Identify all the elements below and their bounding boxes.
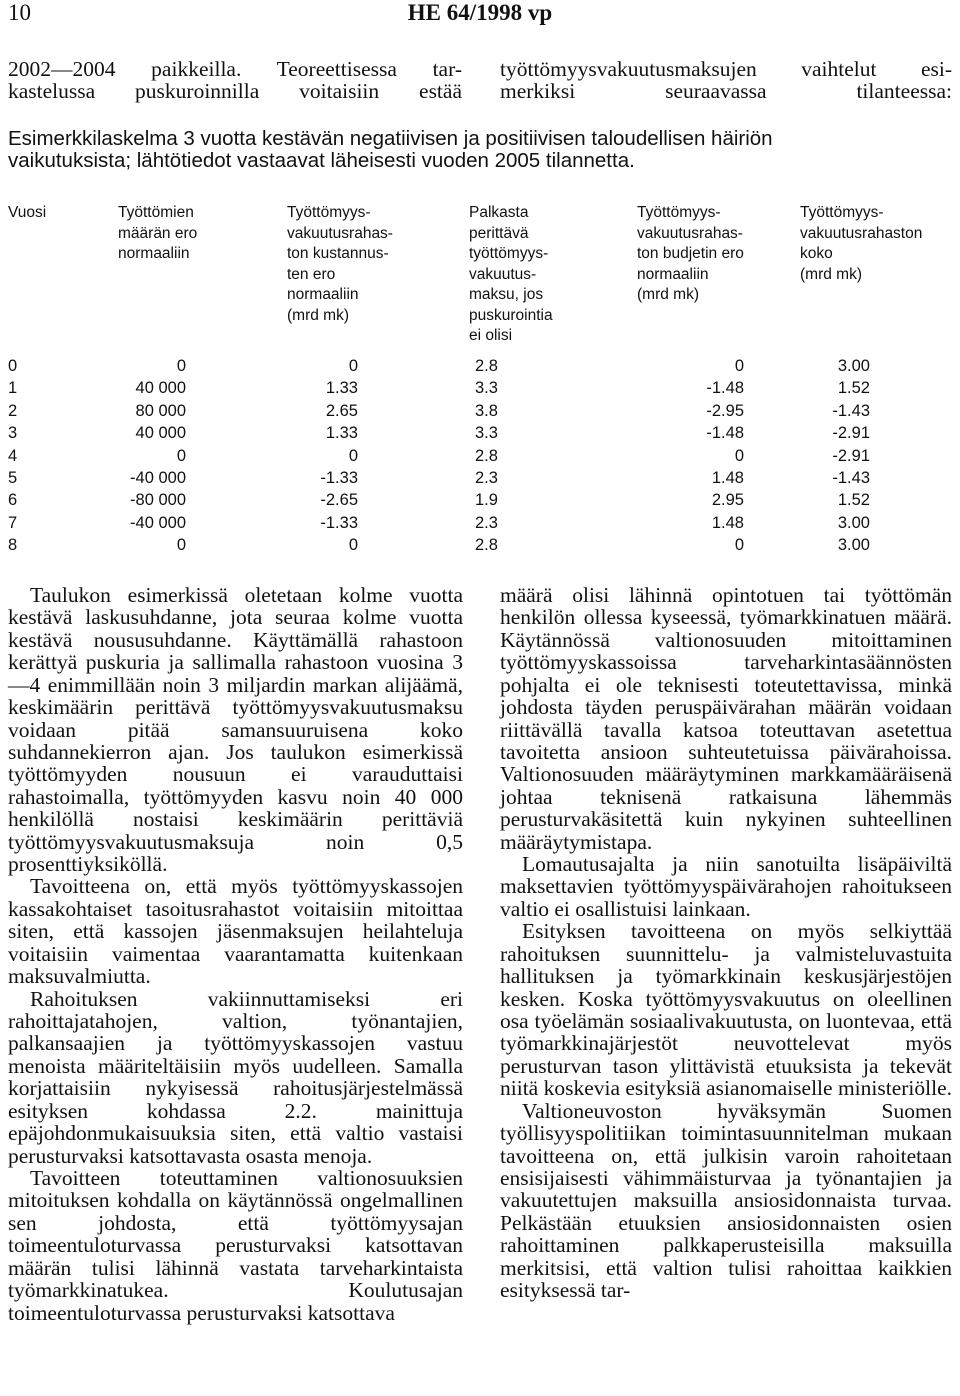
table-cell: 0 — [348, 357, 358, 375]
body-right-column — [500, 584, 952, 1302]
body-paragraph: määrä olisi lähinnä opintotuen tai työttömän henkilön ollessa kyseessä, työmarkkinatuen määrä. Käytännössä valtionosuuden mitoittaminen työttömyyskassoissa tarveharkintasäännösten pohjalta ei ole teknisesti toteutettavissa, minkä johdosta täyden peruspäivärahan määrän voidaan riittävällä tavalla katsoa toteuttavan asetettua tavoitetta ansioon suhteutetuissa päivärahoissa. Valtionosuuden määräytyminen markkamääräisenä johtaa teknisenä ratkaisuna lähemmäs perusturvakäsitettä kuin nykyinen suhteellinen määräytymistapa. — [500, 583, 952, 854]
table-cell: 3.3 — [475, 424, 498, 443]
example-caption — [8, 128, 952, 172]
table-cell: 8 — [8, 536, 18, 555]
body-paragraph: Taulukon esimerkissä oletetaan kolme vuotta kestävä laskusuhdanne, jota seuraa kolme vuotta kestävä noususuhdanne. Käyttämällä rahastoon kerättyä puskuria ja sallimalla rahastoon vuosina 3—4 enimmillään noin 3 miljardin markan alijäämä, keskimäärin perittävä työttömyysvakuutusmaksu voidaan pitää samansuuruisena koko suhdannekierron ajan. Jos taulukon esimerkissä työttömyyden nousuun ei varauduttaisi rahastoimalla, työttömyyden kasvu noin 40 000 henkilöllä nostaisi keskimäärin perittäviä työttömyysvakuutusmaksuja noin 0,5 prosenttiyksiköllä. — [8, 583, 463, 877]
intro-line: kastelussa puskuroinnilla voitaisiin estää — [8, 79, 462, 103]
table-cell: 0 — [176, 446, 186, 465]
table-cell: -80 000 — [130, 491, 186, 510]
table-cell: 2 — [8, 401, 18, 420]
table-cell: -40 000 — [130, 513, 186, 532]
table-cell: 4 — [8, 446, 18, 465]
table-cell: 2.65 — [325, 401, 358, 420]
table-cell: -1.43 — [832, 401, 870, 420]
table-cell: -1.43 — [832, 468, 870, 487]
table-cell: -40 000 — [130, 468, 186, 487]
document-reference: HE 64/1998 vp — [407, 0, 553, 25]
column-header-contribution: Palkasta perittävä työttömyys- vakuutus- maksu, jos puskurointia ei olisi — [469, 204, 553, 344]
table-cell: 2.8 — [475, 536, 498, 555]
table-column-fund-size — [810, 355, 870, 557]
intro-line: merkiksi seuraavassa tilanteessa: — [500, 79, 952, 103]
table-cell: 0 — [8, 357, 18, 375]
table-cell: 1.9 — [475, 491, 498, 510]
table-cell: 1.48 — [711, 513, 744, 532]
table-cell: -1.33 — [320, 468, 358, 487]
body-paragraph: Tavoitteen toteuttaminen valtionosuuksien mitoituksen kohdalla on käytännössä ongelmallinen sen johdosta, että työttömyysajan toimeentuloturvassa perusturvaksi katsottavan määrän tulisi lähinnä vastata tarveharkintaista työmarkkinatukea. Koulutusajan toimeentuloturvassa perusturvaksi katsottava — [8, 1165, 463, 1325]
table-cell: 1.33 — [325, 424, 358, 443]
caption-line: Esimerkkilaskelma 3 vuotta kestävän negatiivisen ja positiivisen taloudellisen häiriön — [8, 127, 773, 150]
table-column-contribution — [475, 355, 535, 557]
table-cell: 2.3 — [475, 513, 498, 532]
table-column-fund-cost-diff — [270, 355, 358, 557]
table-cell: 0 — [348, 446, 358, 465]
page-number: 10 — [8, 0, 31, 25]
body-left-column — [8, 584, 463, 1324]
column-header-unemployed-diff: Työttömien määrän ero normaaliin — [118, 204, 198, 262]
table-cell: -2.91 — [832, 424, 870, 443]
column-header-fund-size: Työttömyys- vakuutusrahaston koko (mrd mk) — [800, 204, 923, 283]
table-cell: 5 — [8, 468, 18, 487]
table-cell: 3.8 — [475, 401, 498, 420]
table-cell: 6 — [8, 491, 18, 510]
body-paragraph: Lomautusajalta ja niin sanotuilta lisäpäiviltä maksettavien työttömyyspäivärahojen rahoitukseen valtio ei osallistuisi lainkaan. — [500, 852, 952, 921]
table-cell: -1.33 — [320, 513, 358, 532]
table-cell: 3 — [8, 424, 18, 443]
table-cell: 1.33 — [325, 379, 358, 398]
table-cell: 1.52 — [837, 491, 870, 510]
table-cell: 0 — [734, 536, 744, 555]
caption-line: vaikutuksista; lähtötiedot vastaavat läheisesti vuoden 2005 tilannetta. — [8, 149, 635, 172]
table-cell: -1.48 — [706, 424, 744, 443]
table-cell: 0 — [348, 536, 358, 555]
table-cell: 3.00 — [837, 357, 870, 375]
table-cell: 2.95 — [711, 491, 744, 510]
table-cell: 0 — [734, 446, 744, 465]
table-cell: 0 — [176, 357, 186, 375]
body-paragraph: Valtioneuvoston hyväksymän Suomen työllisyyspolitiikan toimintasuunnitelman mukaan tavoitteena on, että julkisin varoin rahoitetaan ensisijaisesti vähimmäisturvaa ja työnantajien ja vakuutettujen maksuilla ansiosidonnaista turvaa. Pelkästään etuuksien ansiosidonnaisten osien rahoittaminen palkkaperusteisilla maksuilla merkitsisi, että valtion tulisi rahoittaa kaikkien esityksessä tar- — [500, 1098, 952, 1303]
table-cell: 7 — [8, 513, 18, 532]
intro-line: 2002—2004 paikkeilla. Teoreettisessa tar- — [8, 57, 462, 81]
table-column-budget-diff — [660, 355, 744, 557]
table-cell: -2.91 — [832, 446, 870, 465]
table-cell: 2.3 — [475, 468, 498, 487]
column-header-year: Vuosi — [8, 204, 47, 221]
table-cell: 1 — [8, 379, 18, 398]
intro-line: työttömyysvakuutusmaksujen vaihtelut esi- — [500, 57, 952, 81]
table-cell: 0 — [734, 357, 744, 375]
table-column-unemployed-diff — [100, 355, 186, 557]
table-cell: 0 — [176, 536, 186, 555]
table-cell: -2.65 — [320, 491, 358, 510]
table-cell: 1.48 — [711, 468, 744, 487]
intro-right-column — [500, 58, 952, 102]
column-header-fund-cost-diff: Työttömyys- vakuutusrahas- ton kustannus- ten ero normaaliin (mrd mk) — [287, 204, 393, 324]
table-cell: 3.00 — [837, 513, 870, 532]
column-header-budget-diff: Työttömyys- vakuutusrahas- ton budjetin ero normaaliin (mrd mk) — [637, 204, 744, 303]
table-cell: -1.48 — [706, 379, 744, 398]
table-cell: 1.52 — [837, 379, 870, 398]
intro-left-column — [8, 58, 462, 102]
body-paragraph: Rahoituksen vakiinnuttamiseksi eri rahoittajatahojen, valtion, työnantajien, palkansaajien ja työttömyyskassojen vastuu menoista määriteltäisiin myös uudelleen. Samalla korjattaisiin nykyisessä rahoitusjärjestelmässä esityksen kohdassa 2.2. mainittuja epäjohdonmukaisuuksia siten, että valtio vastaisi perusturvaksi katsottavasta osasta menoja. — [8, 986, 463, 1168]
table-cell: 40 000 — [135, 424, 186, 443]
table-column-year — [8, 355, 38, 557]
table-cell: 40 000 — [135, 379, 186, 398]
table-cell: -2.95 — [706, 401, 744, 420]
table-cell: 2.8 — [475, 357, 498, 375]
table-cell: 80 000 — [135, 401, 186, 420]
body-paragraph: Tavoitteena on, että myös työttömyyskassojen kassakohtaiset tasoitusrahastot voitaisiin mitoittaa siten, että kassojen jäsenmaksujen heilahteluja voitaisiin vaimentaa vaarantamatta kuitenkaan maksuvalmiutta. — [8, 874, 463, 989]
table-cell: 3.00 — [837, 536, 870, 555]
table-cell: 2.8 — [475, 446, 498, 465]
body-paragraph: Esityksen tavoitteena on myös selkiyttää rahoituksen suunnittelu- ja valmisteluvastuita hallituksen ja työmarkkinain keskusjärjestöjen kesken. Koska työttömyysvakuutus on oleellinen osa työelämän sosiaalivakuutusta, on luontevaa, että työmarkkinajärjestöt neuvottelevat myös perusturvan tason ylittävistä etuuksista ja tekevät niitä koskevia esityksiä asianomaiselle ministeriölle. — [500, 919, 952, 1101]
table-cell: 3.3 — [475, 379, 498, 398]
